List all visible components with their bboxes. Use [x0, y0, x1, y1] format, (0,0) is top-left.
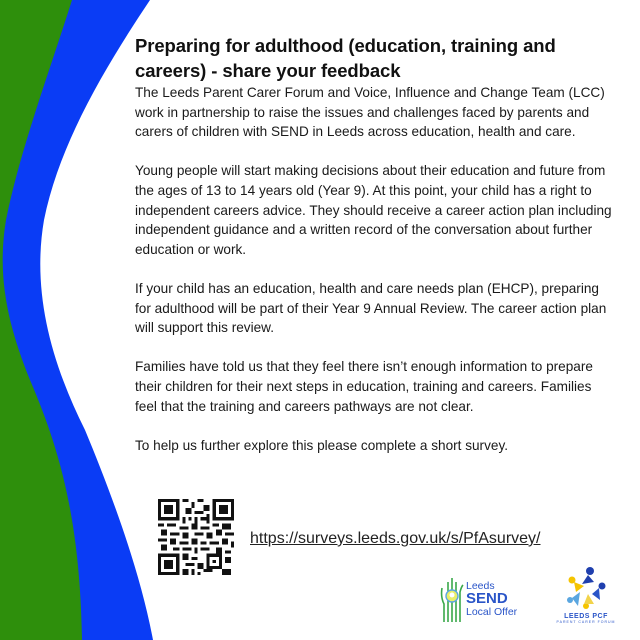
pcf-logo-name: LEEDS PCF: [564, 613, 608, 620]
people-circle-icon: [564, 566, 608, 610]
leeds-pcf-logo[interactable]: [552, 566, 620, 632]
survey-link[interactable]: https://surveys.leeds.gov.uk/s/PfAsurvey/: [250, 530, 541, 547]
paragraph-survey-request: To help us further explore this please complete a short survey.: [135, 437, 509, 453]
paragraph-ehcp: If your child has an education, health and care needs plan (EHCP), preparing for adulthood will be part of their Year 9 Annual Review. The career action plan will support this review.: [135, 280, 607, 336]
paragraph-intro: The Leeds Parent Carer Forum and Voice, Influence and Change Team (LCC) work in partnership to raise the issues and challenges faced by parents and carers of children with SEND in Leeds across education, health and care.: [135, 85, 605, 140]
hand-icon: [440, 574, 464, 624]
paragraph-families: Families have told us that they feel there isn’t enough information to prepare their children for their next steps in education, training and careers. Families feel that the training and careers pathways are not clear.: [135, 359, 593, 414]
pcf-logo-subtitle: PARENT CARER FORUM: [556, 620, 616, 624]
leeds-send-local-offer-logo[interactable]: [440, 570, 525, 628]
page-title: Preparing for adulthood (education, training and careers) - share your feedback: [135, 35, 556, 81]
send-logo-text: Leeds SEND Local Offer: [466, 580, 518, 618]
survey-row: [158, 498, 541, 576]
qr-code-icon[interactable]: [158, 498, 234, 576]
content-area: [135, 33, 615, 475]
paragraph-young-people: Young people will start making decisions about their education and future from the ages of 13 to 14 years old (Year 9). At this point, your child has a right to independent careers advice. They should receive a career action plan including independent guidance and a written record of the conversation about further education or work.: [135, 163, 612, 257]
